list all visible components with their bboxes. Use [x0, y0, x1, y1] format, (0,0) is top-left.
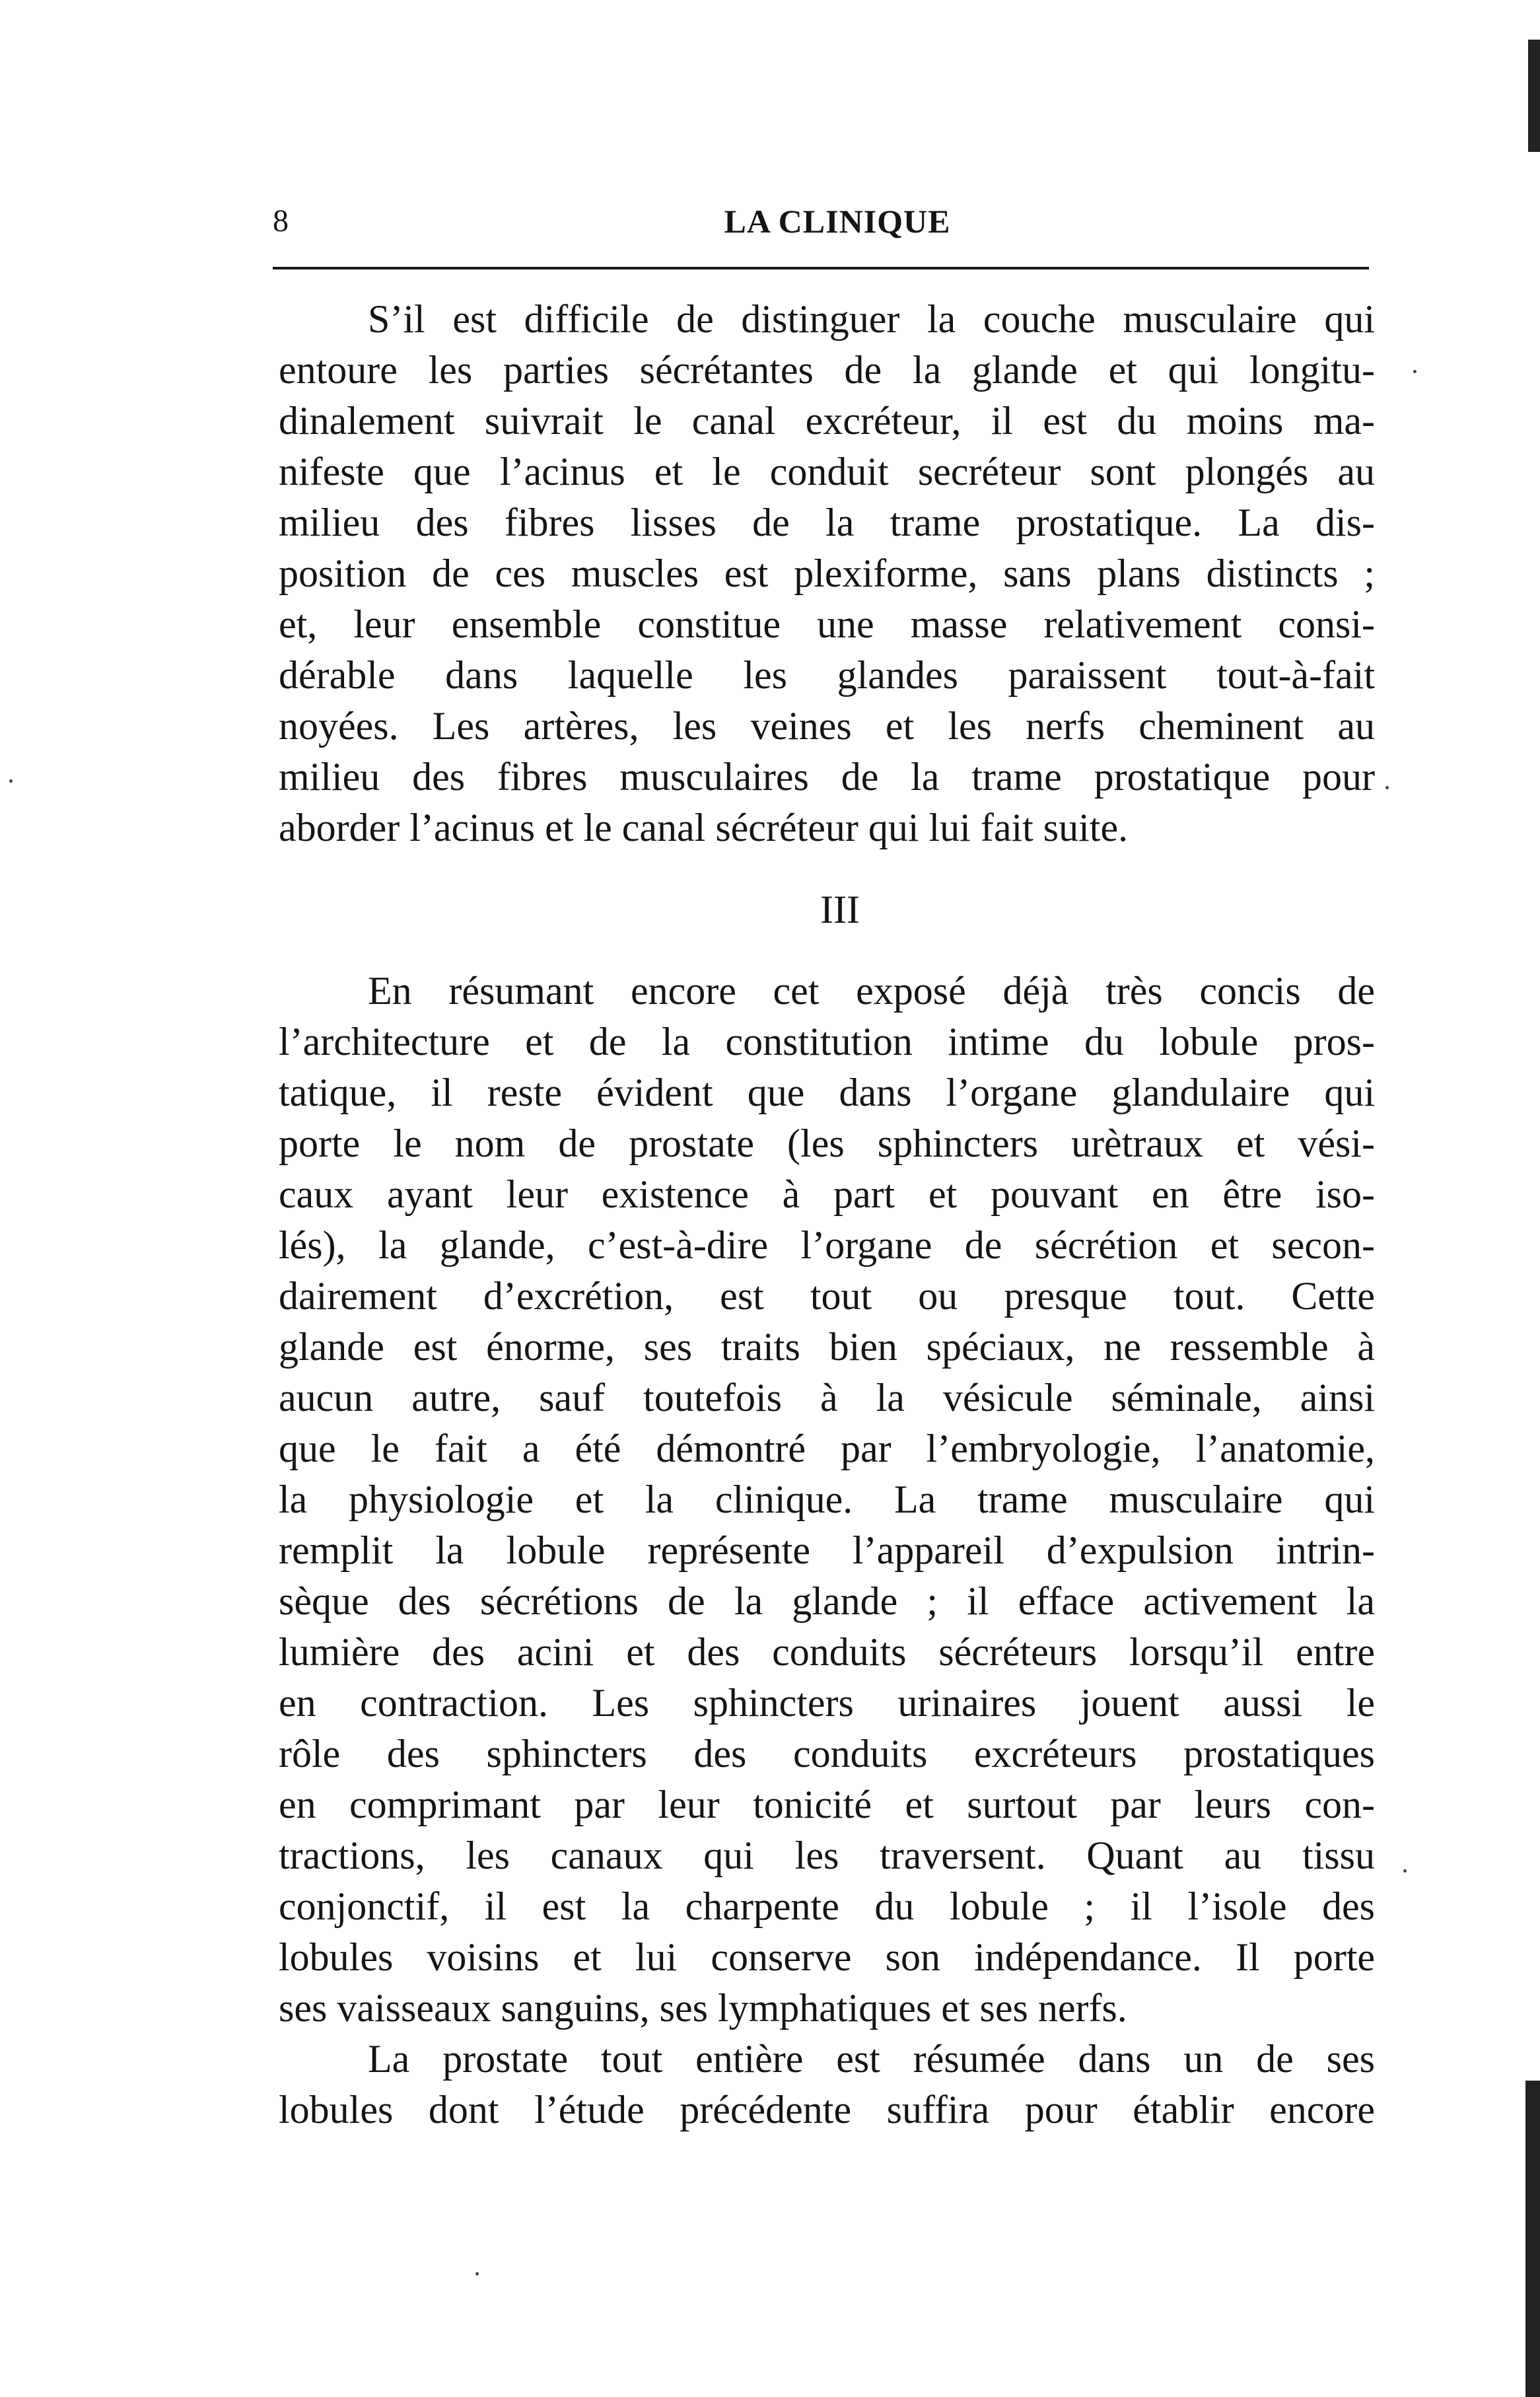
text-line: l’architecture et de la constitution intime du lobule pros- [279, 1020, 1375, 1063]
text-line: En résumant encore cet exposé déjà très concis de [368, 969, 1375, 1013]
scan-speck [1403, 1869, 1407, 1873]
text-line: La prostate tout entière est résumée dans un de ses [368, 2037, 1375, 2081]
section-number: III [820, 888, 860, 931]
spacer [279, 853, 1375, 880]
text-line: nifeste que l’acinus et le conduit secréteur sont plongés au [279, 450, 1375, 493]
text-line: lés), la glande, c’est-à-dire l’organe de sécrétion et secon- [279, 1223, 1375, 1267]
paragraph-2 [279, 966, 1375, 2034]
scan-speck [1413, 370, 1417, 373]
text-line: dérable dans laquelle les glandes paraissent tout-à-fait [279, 653, 1375, 697]
text-line: position de ces muscles est plexiforme, sans plans distincts ; [279, 552, 1375, 595]
header-rule [273, 267, 1369, 269]
text-line: remplit la lobule représente l’appareil d’expulsion intrin- [279, 1528, 1375, 1572]
text-line: dinalement suivrait le canal excréteur, il est du moins ma- [279, 399, 1375, 443]
scan-speck [9, 779, 13, 783]
scan-edge-mark [1525, 2081, 1540, 2397]
text-line: entoure les parties sécrétantes de la glande et qui longitu- [279, 348, 1375, 392]
text-line: lobules dont l’étude précédente suffira pour établir encore [279, 2088, 1375, 2131]
page-number: 8 [273, 203, 289, 238]
text-line: conjonctif, il est la charpente du lobule ; il l’isole des [279, 1884, 1375, 1928]
text-line: lumière des acini et des conduits sécréteurs lorsqu’il entre [279, 1630, 1375, 1674]
running-head [273, 198, 1362, 244]
text-line: S’il est difficile de distinguer la couche musculaire qui [368, 297, 1375, 341]
text-line: milieu des fibres lisses de la trame prostatique. La dis- [279, 501, 1375, 544]
text-line: lobules voisins et lui conserve son indépendance. Il porte [279, 1935, 1375, 1979]
text-line: que le fait a été démontré par l’embryologie, l’anatomie, [279, 1427, 1375, 1470]
text-line: dairement d’excrétion, est tout ou presque tout. Cette [279, 1274, 1375, 1318]
text-line: caux ayant leur existence à part et pouvant en être iso- [279, 1172, 1375, 1216]
text-line: en contraction. Les sphincters urinaires jouent aussi le [279, 1681, 1375, 1725]
scan-speck [1385, 786, 1389, 789]
text-line: et, leur ensemble constitue une masse relativement consi- [279, 602, 1375, 646]
text-line: glande est énorme, ses traits bien spéciaux, ne ressemble à [279, 1325, 1375, 1369]
paragraph-3 [279, 2034, 1375, 2135]
running-title: LA CLINIQUE [724, 203, 951, 240]
spacer [279, 939, 1375, 966]
text-line: rôle des sphincters des conduits excréteurs prostatiques [279, 1732, 1375, 1775]
text-line: aucun autre, sauf toutefois à la vésicule séminale, ainsi [279, 1376, 1375, 1419]
text-line: en comprimant par leur tonicité et surtout par leurs con- [279, 1783, 1375, 1826]
text-line: aborder l’acinus et le canal sécréteur qui lui fait suite. [279, 806, 1129, 849]
scan-speck [475, 2272, 479, 2275]
text-line: tractions, les canaux qui les traversent. Quant au tissu [279, 1834, 1375, 1877]
text-line: la physiologie et la clinique. La trame musculaire qui [279, 1478, 1375, 1521]
paragraph-1 [279, 294, 1375, 853]
scan-edge-mark [1528, 40, 1540, 152]
body-text [279, 294, 1375, 2135]
text-line: tatique, il reste évident que dans l’organe glandulaire qui [279, 1071, 1375, 1114]
text-line: sèque des sécrétions de la glande ; il efface activement la [279, 1579, 1375, 1623]
text-line: porte le nom de prostate (les sphincters urètraux et vési- [279, 1122, 1375, 1165]
text-line: noyées. Les artères, les veines et les nerfs cheminent au [279, 704, 1375, 748]
text-line: ses vaisseaux sanguins, ses lymphatiques et ses nerfs. [279, 1986, 1127, 2030]
text-line: milieu des fibres musculaires de la trame prostatique pour [279, 755, 1375, 799]
